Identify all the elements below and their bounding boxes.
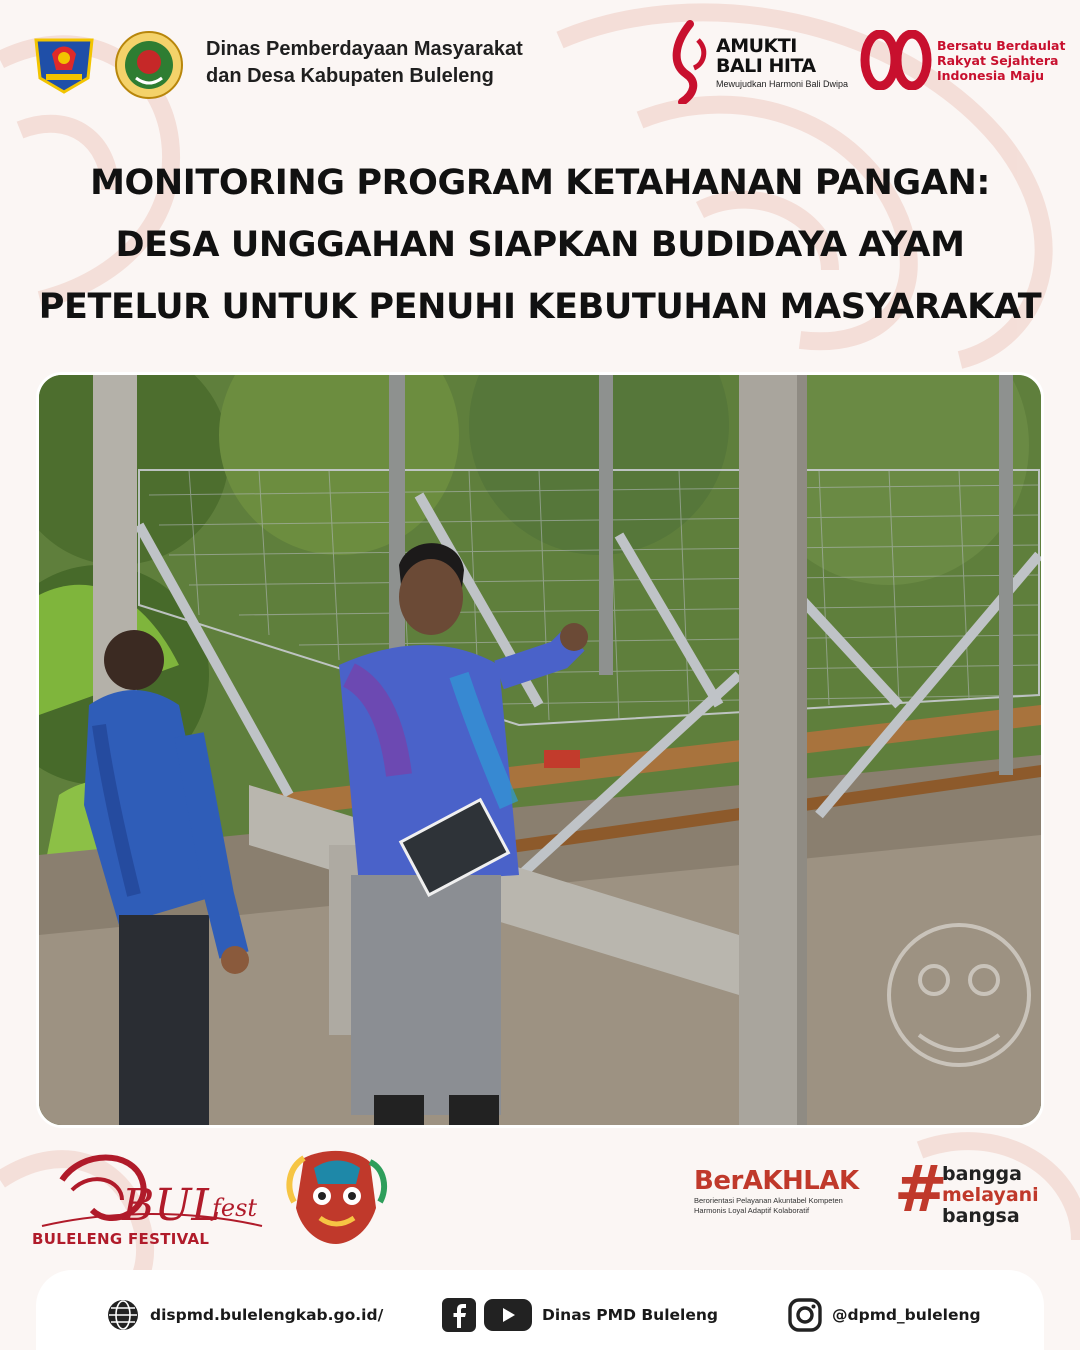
agency-name-line1: Dinas Pemberdayaan Masyarakat: [206, 38, 523, 60]
bangga-line2: melayani: [942, 1184, 1039, 1206]
berakhlak-wordmark: BerAKHLAK: [694, 1166, 859, 1196]
svg-text:fest: fest: [212, 1194, 258, 1222]
instagram-handle: @dpmd_buleleng: [832, 1306, 981, 1324]
berakhlak-tagline: Berorientasi Pelayanan Akuntabel Kompeten Harmonis Loyal Adaptif Kolaboratif: [694, 1196, 843, 1215]
agency-name: [206, 36, 566, 90]
instagram-link[interactable]: [788, 1298, 981, 1332]
instagram-icon: [788, 1298, 822, 1332]
svg-text:BUL: BUL: [122, 1180, 221, 1231]
headline-line2: DESA UNGGAHAN SIAPKAN BUDIDAYA AYAM: [115, 225, 965, 265]
social-links[interactable]: [442, 1298, 718, 1332]
amukti-text: [716, 36, 848, 89]
headline: [0, 152, 1080, 338]
slogan-line2: Rakyat Sejahtera: [937, 53, 1059, 68]
facebook-icon[interactable]: [442, 1298, 476, 1332]
bangga-line3: bangsa: [942, 1205, 1020, 1227]
amukti-title-line1: AMUKTI: [716, 35, 797, 57]
indonesia-80-slogan: [937, 38, 1077, 83]
headline-line1: MONITORING PROGRAM KETAHANAN PANGAN:: [90, 163, 990, 203]
agency-name-line2: dan Desa Kabupaten Buleleng: [206, 65, 494, 87]
bulfest-label: BULELENG FESTIVAL: [32, 1230, 210, 1248]
buleleng-regency-logo: [32, 34, 96, 96]
bangga-melayani-bangsa-logo: [894, 1153, 1064, 1240]
amukti-tagline: Mewujudkan Harmoni Bali Dwipa: [716, 79, 849, 89]
hashtag-icon: #: [894, 1153, 948, 1227]
festival-mask-logo: [284, 1148, 388, 1248]
bangga-line1: bangga: [942, 1163, 1022, 1185]
footer-bar: [36, 1270, 1044, 1350]
slogan-line1: Bersatu Berdaulat: [937, 38, 1066, 53]
amukti-title-line2: BALI HITA: [716, 55, 816, 77]
website-link[interactable]: [106, 1298, 383, 1332]
berakhlak-logo: [694, 1166, 884, 1216]
slogan-line3: Indonesia Maju: [937, 68, 1045, 83]
dpmd-logo: [114, 30, 184, 100]
globe-icon: [106, 1298, 140, 1332]
header: [0, 0, 1080, 130]
bangga-words: [942, 1164, 1039, 1227]
headline-line3: PETELUR UNTUK PENUHI KEBUTUHAN MASYARAKAT: [38, 287, 1042, 327]
photo-scene: [39, 375, 1041, 1125]
youtube-icon[interactable]: [484, 1298, 532, 1332]
news-photo: [36, 372, 1044, 1128]
indonesia-80-logo: [860, 30, 932, 90]
website-url: dispmd.bulelengkab.go.id/: [150, 1306, 384, 1324]
social-account-name: Dinas PMD Buleleng: [542, 1306, 718, 1324]
